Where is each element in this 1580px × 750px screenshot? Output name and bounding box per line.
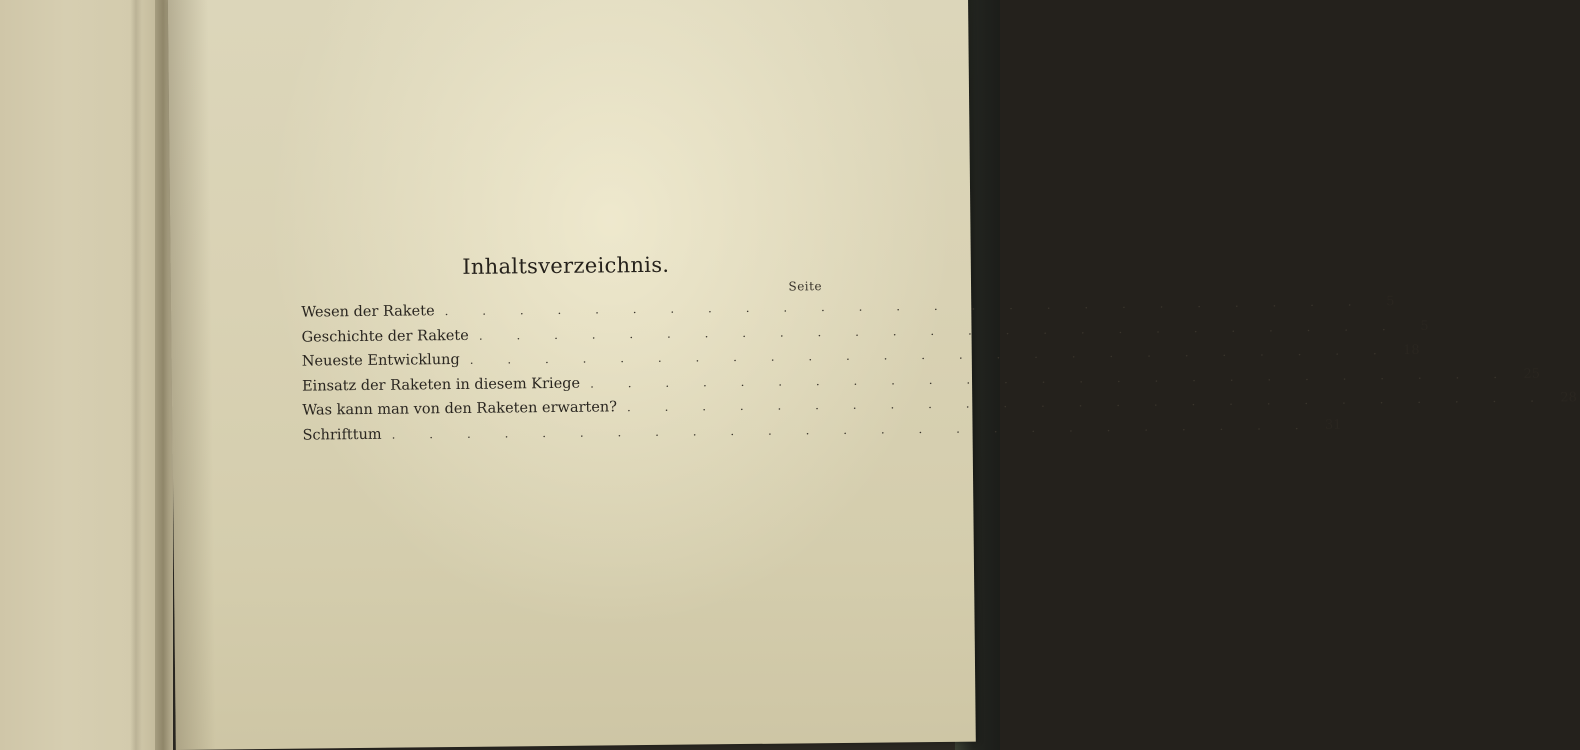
left-page-fold bbox=[130, 0, 142, 750]
toc-entry-title: Wesen der Rakete bbox=[301, 303, 435, 321]
toc-entry-page: 18 bbox=[1402, 342, 1420, 359]
toc-leader-dots: . . . . . . . . . . . . . . . . . . . . . . . . . bbox=[590, 366, 1513, 391]
toc-entry-page: 5 bbox=[1386, 294, 1395, 310]
toc-row bbox=[302, 417, 1342, 452]
toc-entry-title: Geschichte der Rakete bbox=[301, 327, 469, 346]
toc-leader-dots: . . . . . . . . . . . . . . . . . . . . . . . . . bbox=[626, 390, 1549, 415]
toc-entry-title: Neueste Entwicklung bbox=[301, 351, 460, 370]
toc-entry-page: 31 bbox=[1324, 417, 1342, 433]
toc-leader-dots: . . . . . . . . . . . . . . . . . . . . . . . . . bbox=[391, 417, 1314, 442]
page-shadow bbox=[168, 0, 216, 750]
toc-entry-page: 5 bbox=[1420, 318, 1429, 334]
book-page bbox=[168, 0, 1577, 750]
toc-entry-title: Einsatz der Raketen in diesem Kriege bbox=[301, 375, 581, 395]
toc-entry-page: 25 bbox=[1523, 366, 1541, 382]
toc-leader-dots: . . . . . . . . . . . . . . . . . . . . . . . . . bbox=[444, 294, 1367, 319]
toc-title: Inhaltsverzeichnis. bbox=[462, 252, 670, 279]
toc-entry-page: 28 bbox=[1560, 390, 1577, 406]
toc-leader-dots: . . . . . . . . . . . . . . . . . . . . . . . . . bbox=[469, 343, 1392, 367]
table-of-contents bbox=[301, 251, 1577, 451]
page-column-header: Seite bbox=[788, 279, 823, 294]
toc-leader-dots: . . . . . . . . . . . . . . . . . . . . . . . . . bbox=[478, 318, 1401, 343]
toc-entry-title: Schrifttum bbox=[302, 426, 382, 444]
toc-entry-title: Was kann man von den Raketen erwarten? bbox=[302, 399, 618, 419]
